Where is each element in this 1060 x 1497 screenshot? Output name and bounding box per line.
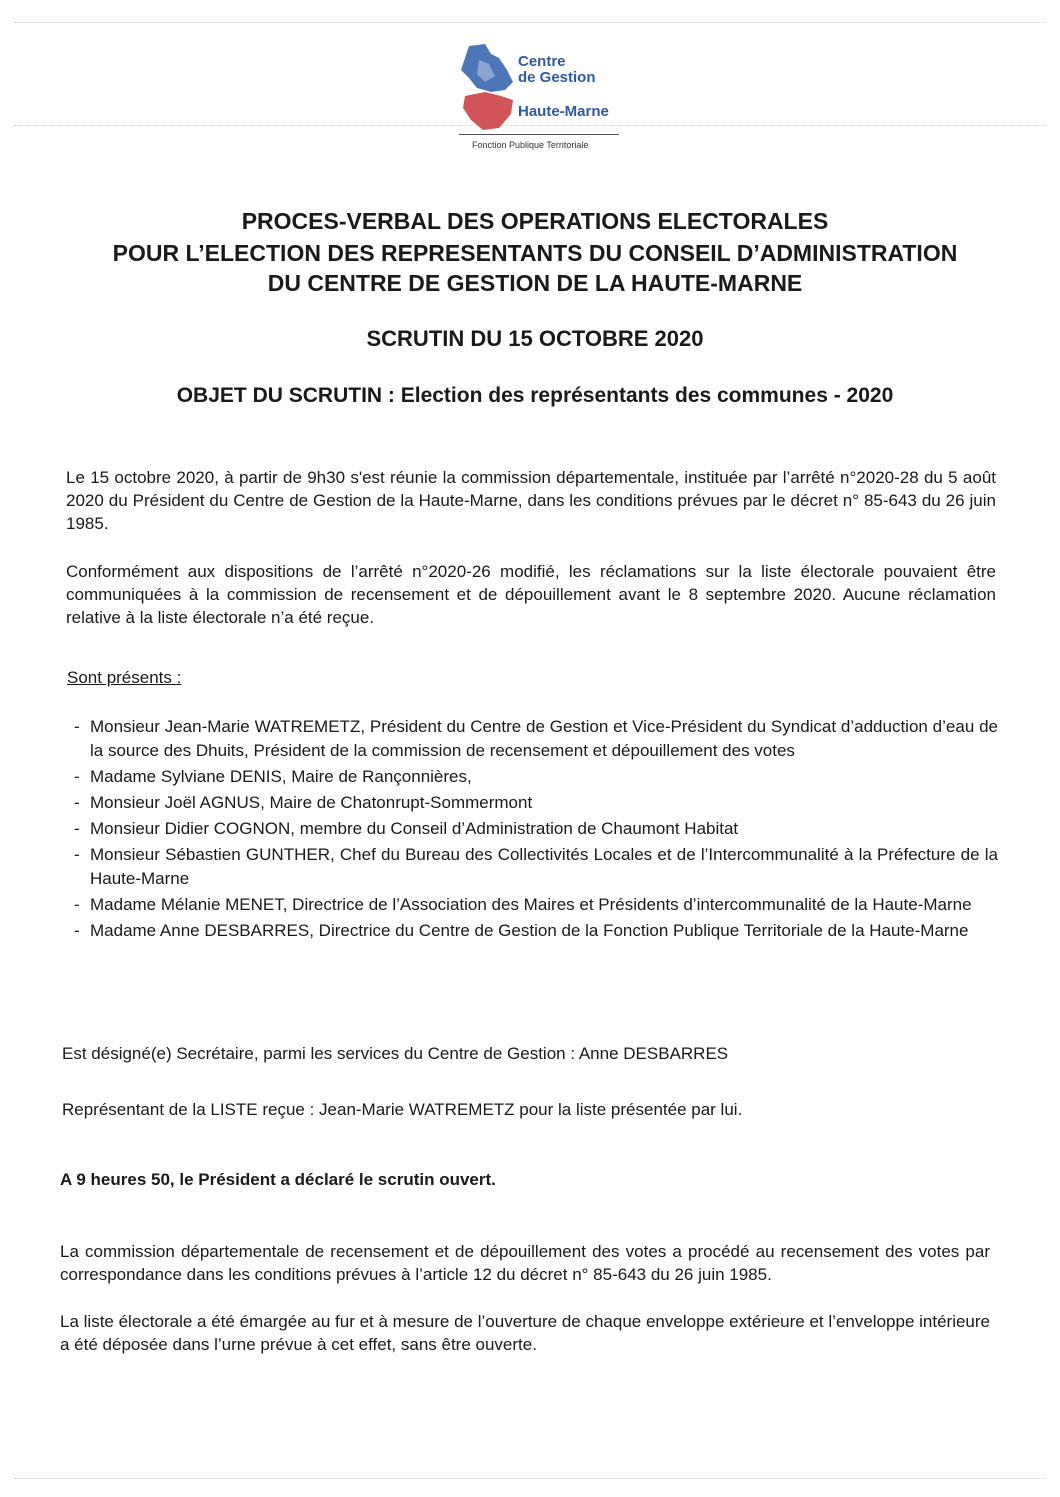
intro-paragraph: Le 15 octobre 2020, à partir de 9h30 s'est réunie la commission départementale, instituée par l’arrêté n°2020-28 du 5 août 2020 du Président du Centre de Gestion de la Haute-Marne, dans les conditions prévues par le décret n° 85-643 du 26 juin 1985. xyxy=(66,468,996,533)
objet-du-scrutin: OBJET DU SCRUTIN : Election des représentants des communes - 2020 xyxy=(176,384,894,407)
logo-line-2: de Gestion xyxy=(518,69,596,86)
ouverture-line: A 9 heures 50, le Président a déclaré le scrutin ouvert. xyxy=(60,1170,496,1189)
list-item: - Monsieur Joël AGNUS, Maire de Chatonrupt-Sommermont xyxy=(74,791,998,815)
logo-line-1: Centre xyxy=(518,53,566,70)
haute-marne-map-icon xyxy=(455,40,525,135)
document-title-line-2: POUR L’ELECTION DES REPRESENTANTS DU CONSEIL D’ADMINISTRATION xyxy=(112,240,958,266)
logo-subtitle: Fonction Publique Territoriale xyxy=(472,140,589,150)
conformement-paragraph: Conformément aux dispositions de l’arrêté n°2020-26 modifié, les réclamations sur la liste électorale pouvaient être communiquées à la commission de recensement et de dépouillement avant le 8 septembre 2020. Aucune réclamation relative à la liste électorale n’a été reçue. xyxy=(66,562,996,627)
liste-paragraph: La liste électorale a été émargée au fur et à mesure de l’ouverture de chaque enveloppe extérieure et l’enveloppe intérieure a été déposée dans l’urne prévue à cet effet, sans être ouverte. xyxy=(60,1312,990,1354)
representant-line: Représentant de la LISTE reçue : Jean-Marie WATREMETZ pour la liste présentée par lui. xyxy=(62,1100,743,1119)
logo-line-3: Haute-Marne xyxy=(518,103,609,120)
list-item: - Madame Mélanie MENET, Directrice de l’Association des Maires et Présidents d’intercommunalité de la Haute-Marne xyxy=(74,893,998,917)
list-item: - Monsieur Jean-Marie WATREMETZ, Président du Centre de Gestion et Vice-Président du Syndicat d’adduction d’eau de la source des Dhuits, Président de la commission de recensement et dépouillement des votes xyxy=(74,715,998,763)
logo-rule xyxy=(459,134,619,135)
list-item: - Monsieur Sébastien GUNTHER, Chef du Bureau des Collectivités Locales et de l’Intercommunalité à la Préfecture de la Haute-Marne xyxy=(74,843,998,891)
list-item: - Madame Sylviane DENIS, Maire de Rançonnières, xyxy=(74,765,998,789)
document-title-line-1: PROCES-VERBAL DES OPERATIONS ELECTORALES xyxy=(241,208,829,234)
presents-list xyxy=(74,715,998,945)
presents-heading: Sont présents : xyxy=(67,668,182,687)
scan-artifact-line xyxy=(14,22,1046,23)
list-item: - Monsieur Didier COGNON, membre du Conseil d’Administration de Chaumont Habitat xyxy=(74,817,998,841)
document-title-line-3: DU CENTRE DE GESTION DE LA HAUTE-MARNE xyxy=(267,270,803,296)
commission-paragraph: La commission départementale de recensement et de dépouillement des votes a procédé au recensement des votes par correspondance dans les conditions prévues à l’article 12 du décret n° 85-643 du 26 juin 1985. xyxy=(60,1242,990,1284)
centre-de-gestion-logo xyxy=(455,40,635,160)
secretaire-line: Est désigné(e) Secrétaire, parmi les services du Centre de Gestion : Anne DESBARRES xyxy=(62,1044,729,1063)
scan-artifact-line xyxy=(14,1478,1046,1479)
scrutin-date: SCRUTIN DU 15 OCTOBRE 2020 xyxy=(366,326,704,351)
list-item: - Madame Anne DESBARRES, Directrice du Centre de Gestion de la Fonction Publique Territoriale de la Haute-Marne xyxy=(74,919,998,943)
